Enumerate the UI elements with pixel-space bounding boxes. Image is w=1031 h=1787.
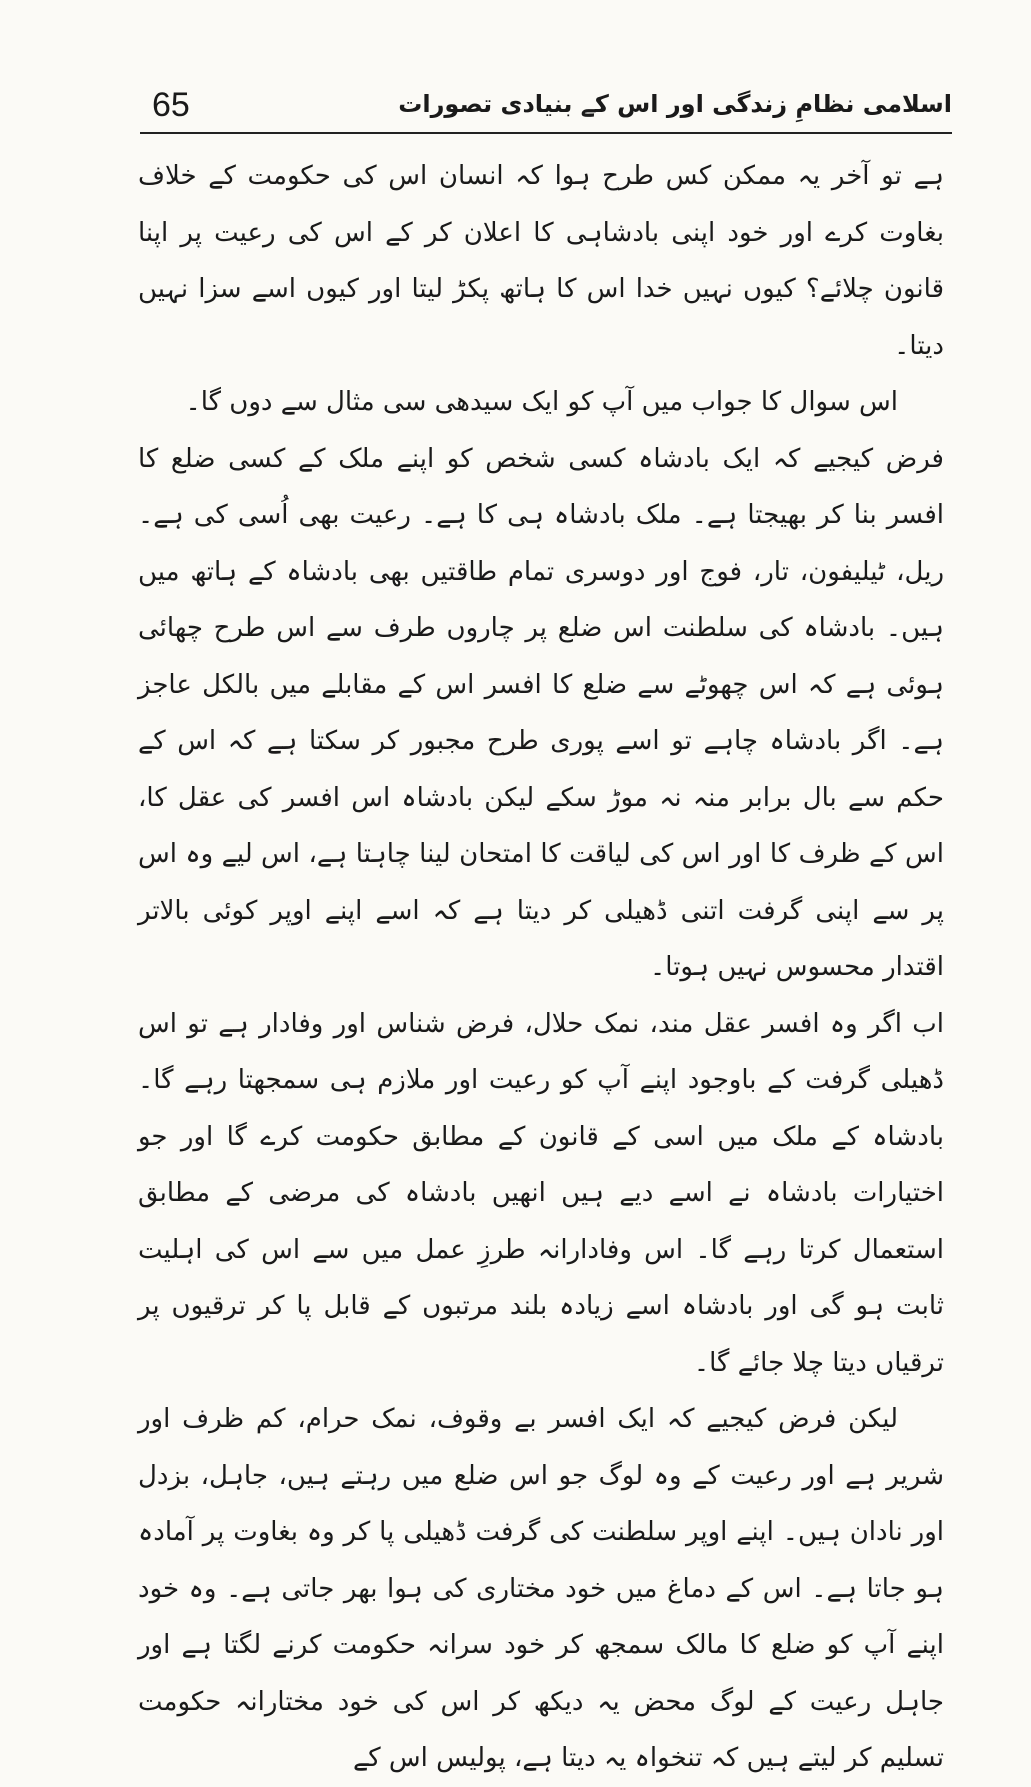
body-text (138, 148, 944, 1787)
running-title: اسلامی نظامِ زندگی اور اس کے بنیادی تصورات (398, 90, 952, 118)
page-header (140, 78, 952, 134)
paragraph-4: اب اگر وہ افسر عقل مند، نمک حلال، فرض شناس اور وفادار ہے تو اس ڈھیلی گرفت کے باوجود اپنے آپ کو رعیت اور ملازم ہی سمجھتا رہے گا۔ بادشاہ کے ملک میں اسی کے قانون کے مطابق حکومت کرے گا اور جو اختیارات بادشاہ نے اسے دیے ہیں انھیں بادشاہ کی مرضی کے مطابق استعمال کرتا رہے گا۔ اس وفادارانہ طرزِ عمل میں سے اس کی اہلیت ثابت ہو گی اور بادشاہ اسے زیادہ بلند مرتبوں کے قابل پا کر ترقیوں پر ترقیاں دیتا چلا جائے گا۔ (138, 1008, 944, 1378)
paragraph-3: فرض کیجیے کہ ایک بادشاہ کسی شخص کو اپنے ملک کے کسی ضلع کا افسر بنا کر بھیجتا ہے۔ ملک بادشاہ ہی کا ہے۔ رعیت بھی اُسی کی ہے۔ ریل، ٹیلیفون، تار، فوج اور دوسری تمام طاقتیں بھی بادشاہ کے ہاتھ میں ہیں۔ بادشاہ کی سلطنت اس ضلع پر چاروں طرف سے اس طرح چھائی ہوئی ہے کہ اس چھوٹے سے ضلع کا افسر اس کے مقابلے میں بالکل عاجز ہے۔ اگر بادشاہ چاہے تو اسے پوری طرح مجبور کر سکتا ہے کہ اس کے حکم سے بال برابر منہ نہ موڑ سکے لیکن بادشاہ اس افسر کی عقل کا، اس کے ظرف کا اور اس کی لیاقت کا امتحان لینا چاہتا ہے، اس لیے وہ اس پر سے اپنی گرفت اتنی ڈھیلی کر دیتا ہے کہ اسے اپنے اوپر کوئی بالاتر اقتدار محسوس نہیں ہوتا۔ (138, 443, 944, 982)
paragraph-2: اس سوال کا جواب میں آپ کو ایک سیدھی سی مثال سے دوں گا۔ (185, 387, 898, 417)
paragraph-1: ہے تو آخر یہ ممکن کس طرح ہوا کہ انسان اس کی حکومت کے خلاف بغاوت کرے اور خود اپنی بادشاہی کا اعلان کر کے اس کی رعیت پر اپنا قانون چلائے؟ کیوں نہیں خدا اس کا ہاتھ پکڑ لیتا اور کیوں اسے سزا نہیں دیتا۔ (138, 161, 944, 361)
paragraph-5: لیکن فرض کیجیے کہ ایک افسر بے وقوف، نمک حرام، کم ظرف اور شریر ہے اور رعیت کے وہ لوگ جو اس ضلع میں رہتے ہیں، جاہل، بزدل اور نادان ہیں۔ اپنے اوپر سلطنت کی گرفت ڈھیلی پا کر وہ بغاوت پر آمادہ ہو جاتا ہے۔ اس کے دماغ میں خود مختاری کی ہوا بھر جاتی ہے۔ وہ خود اپنے آپ کو ضلع کا مالک سمجھ کر خود سرانہ حکومت کرنے لگتا ہے اور جاہل رعیت کے لوگ محض یہ دیکھ کر اس کی خود مختارانہ حکومت تسلیم کر لیتے ہیں کہ تنخواہ یہ دیتا ہے، پولیس اس کے (138, 1404, 944, 1773)
page-number: 65 (152, 86, 190, 124)
